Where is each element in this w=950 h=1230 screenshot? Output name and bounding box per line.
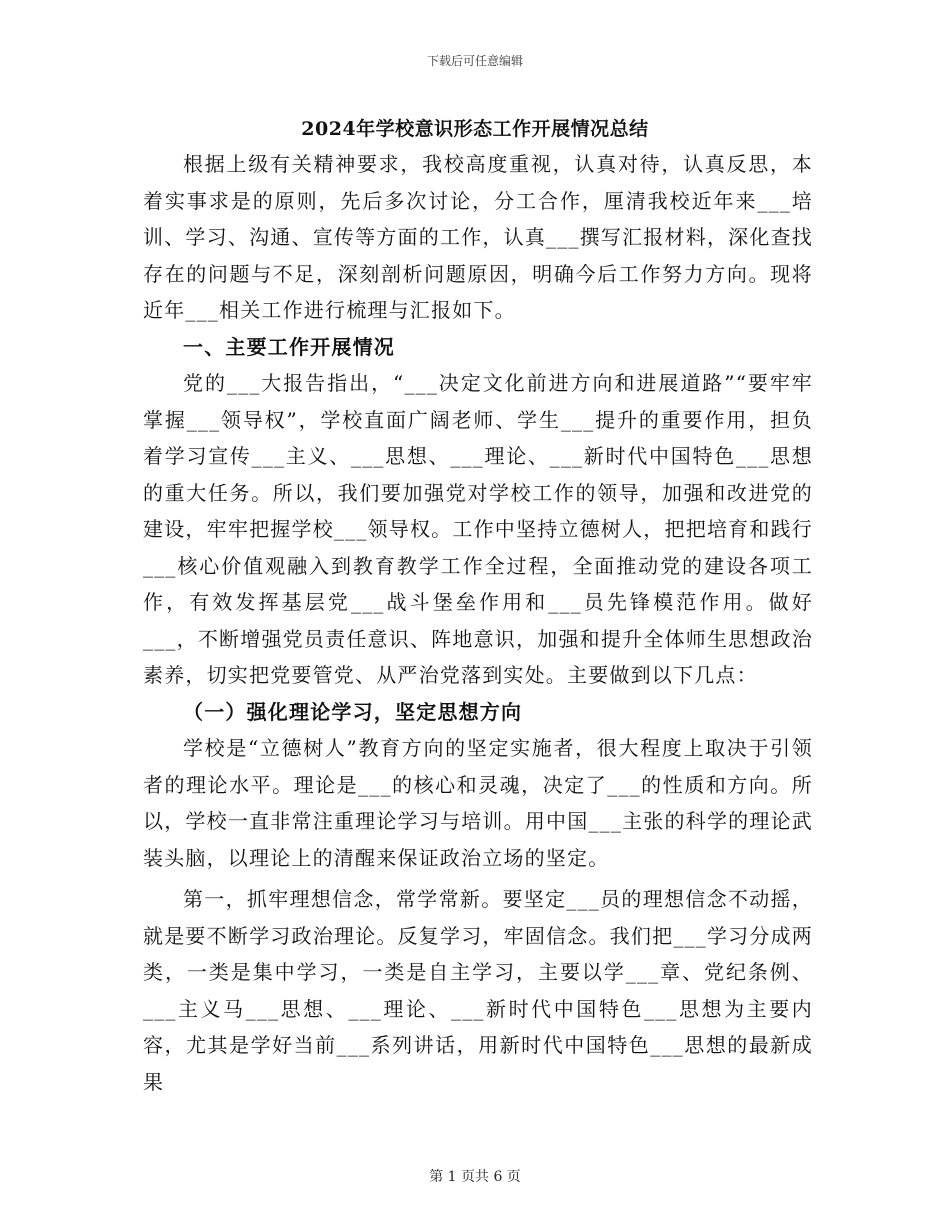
point-paragraph-first: 第一，抓牢理想信念，常学常新。要坚定___员的理想信念不动摇，就是要不断学习政治理论。反复学习，牢固信念。我们把___学习分成两类，一类是集中学习，一类是自主学习，主要以学___章、党纪条例、___主义马___思想、___理论、___新时代中国特色___思想为主要内容，尤其是学好当前___系列讲话，用新时代中国特色___思想的最新成果 <box>143 887 813 1094</box>
section-heading-main-work: 一、主要工作开展情况 <box>183 334 395 359</box>
subsection-heading-theory-study: （一）强化理论学习，坚定思想方向 <box>183 699 523 724</box>
document-title: 2024年学校意识形态工作开展情况总结 <box>301 118 649 140</box>
page-header-note: 下载后可任意编辑 <box>426 54 523 68</box>
intro-paragraph: 根据上级有关精神要求，我校高度重视，认真对待，认真反思，本着实事求是的原则，先后多次讨论，分工合作，厘清我校近年来___培训、学习、沟通、宣传等方面的工作，认真___撰写汇报材料，深化查找存在的问题与不足，深刻剖析问题原因，明确今后工作努力方向。现将近年___相关工作进行梳理与汇报如下。 <box>143 152 813 322</box>
subsection-paragraph-theory-study: 学校是“立德树人”教育方向的坚定实施者，很大程度上取决于引领者的理论水平。理论是___的核心和灵魂，决定了___的性质和方向。所以，学校一直非常注重理论学习与培训。用中国___主张的科学的理论武装头脑，以理论上的清醒来保证政治立场的坚定。 <box>143 736 813 870</box>
page-number-footer: 第 1 页共 6 页 <box>429 1169 521 1185</box>
section-paragraph-main-work: 党的___大报告指出，“___决定文化前进方向和进展道路”“要牢牢掌握___领导权”，学校直面广阔老师、学生___提升的重要作用，担负着学习宣传___主义、___思想、___理论、___新时代中国特色___思想的重大任务。所以，我们要加强党对学校工作的领导，加强和改进党的建设，牢牢把握学校___领导权。工作中坚持立德树人，把把培育和践行___核心价值观融入到教育教学工作全过程，全面推动党的建设各项工作，有效发挥基层党___战斗堡垒作用和___员先锋模范作用。做好___，不断增强党员责任意识、阵地意识，加强和提升全体师生思想政治素养，切实把党要管党、从严治党落到实处。主要做到以下几点： <box>143 371 813 687</box>
document-body <box>143 146 813 1100</box>
